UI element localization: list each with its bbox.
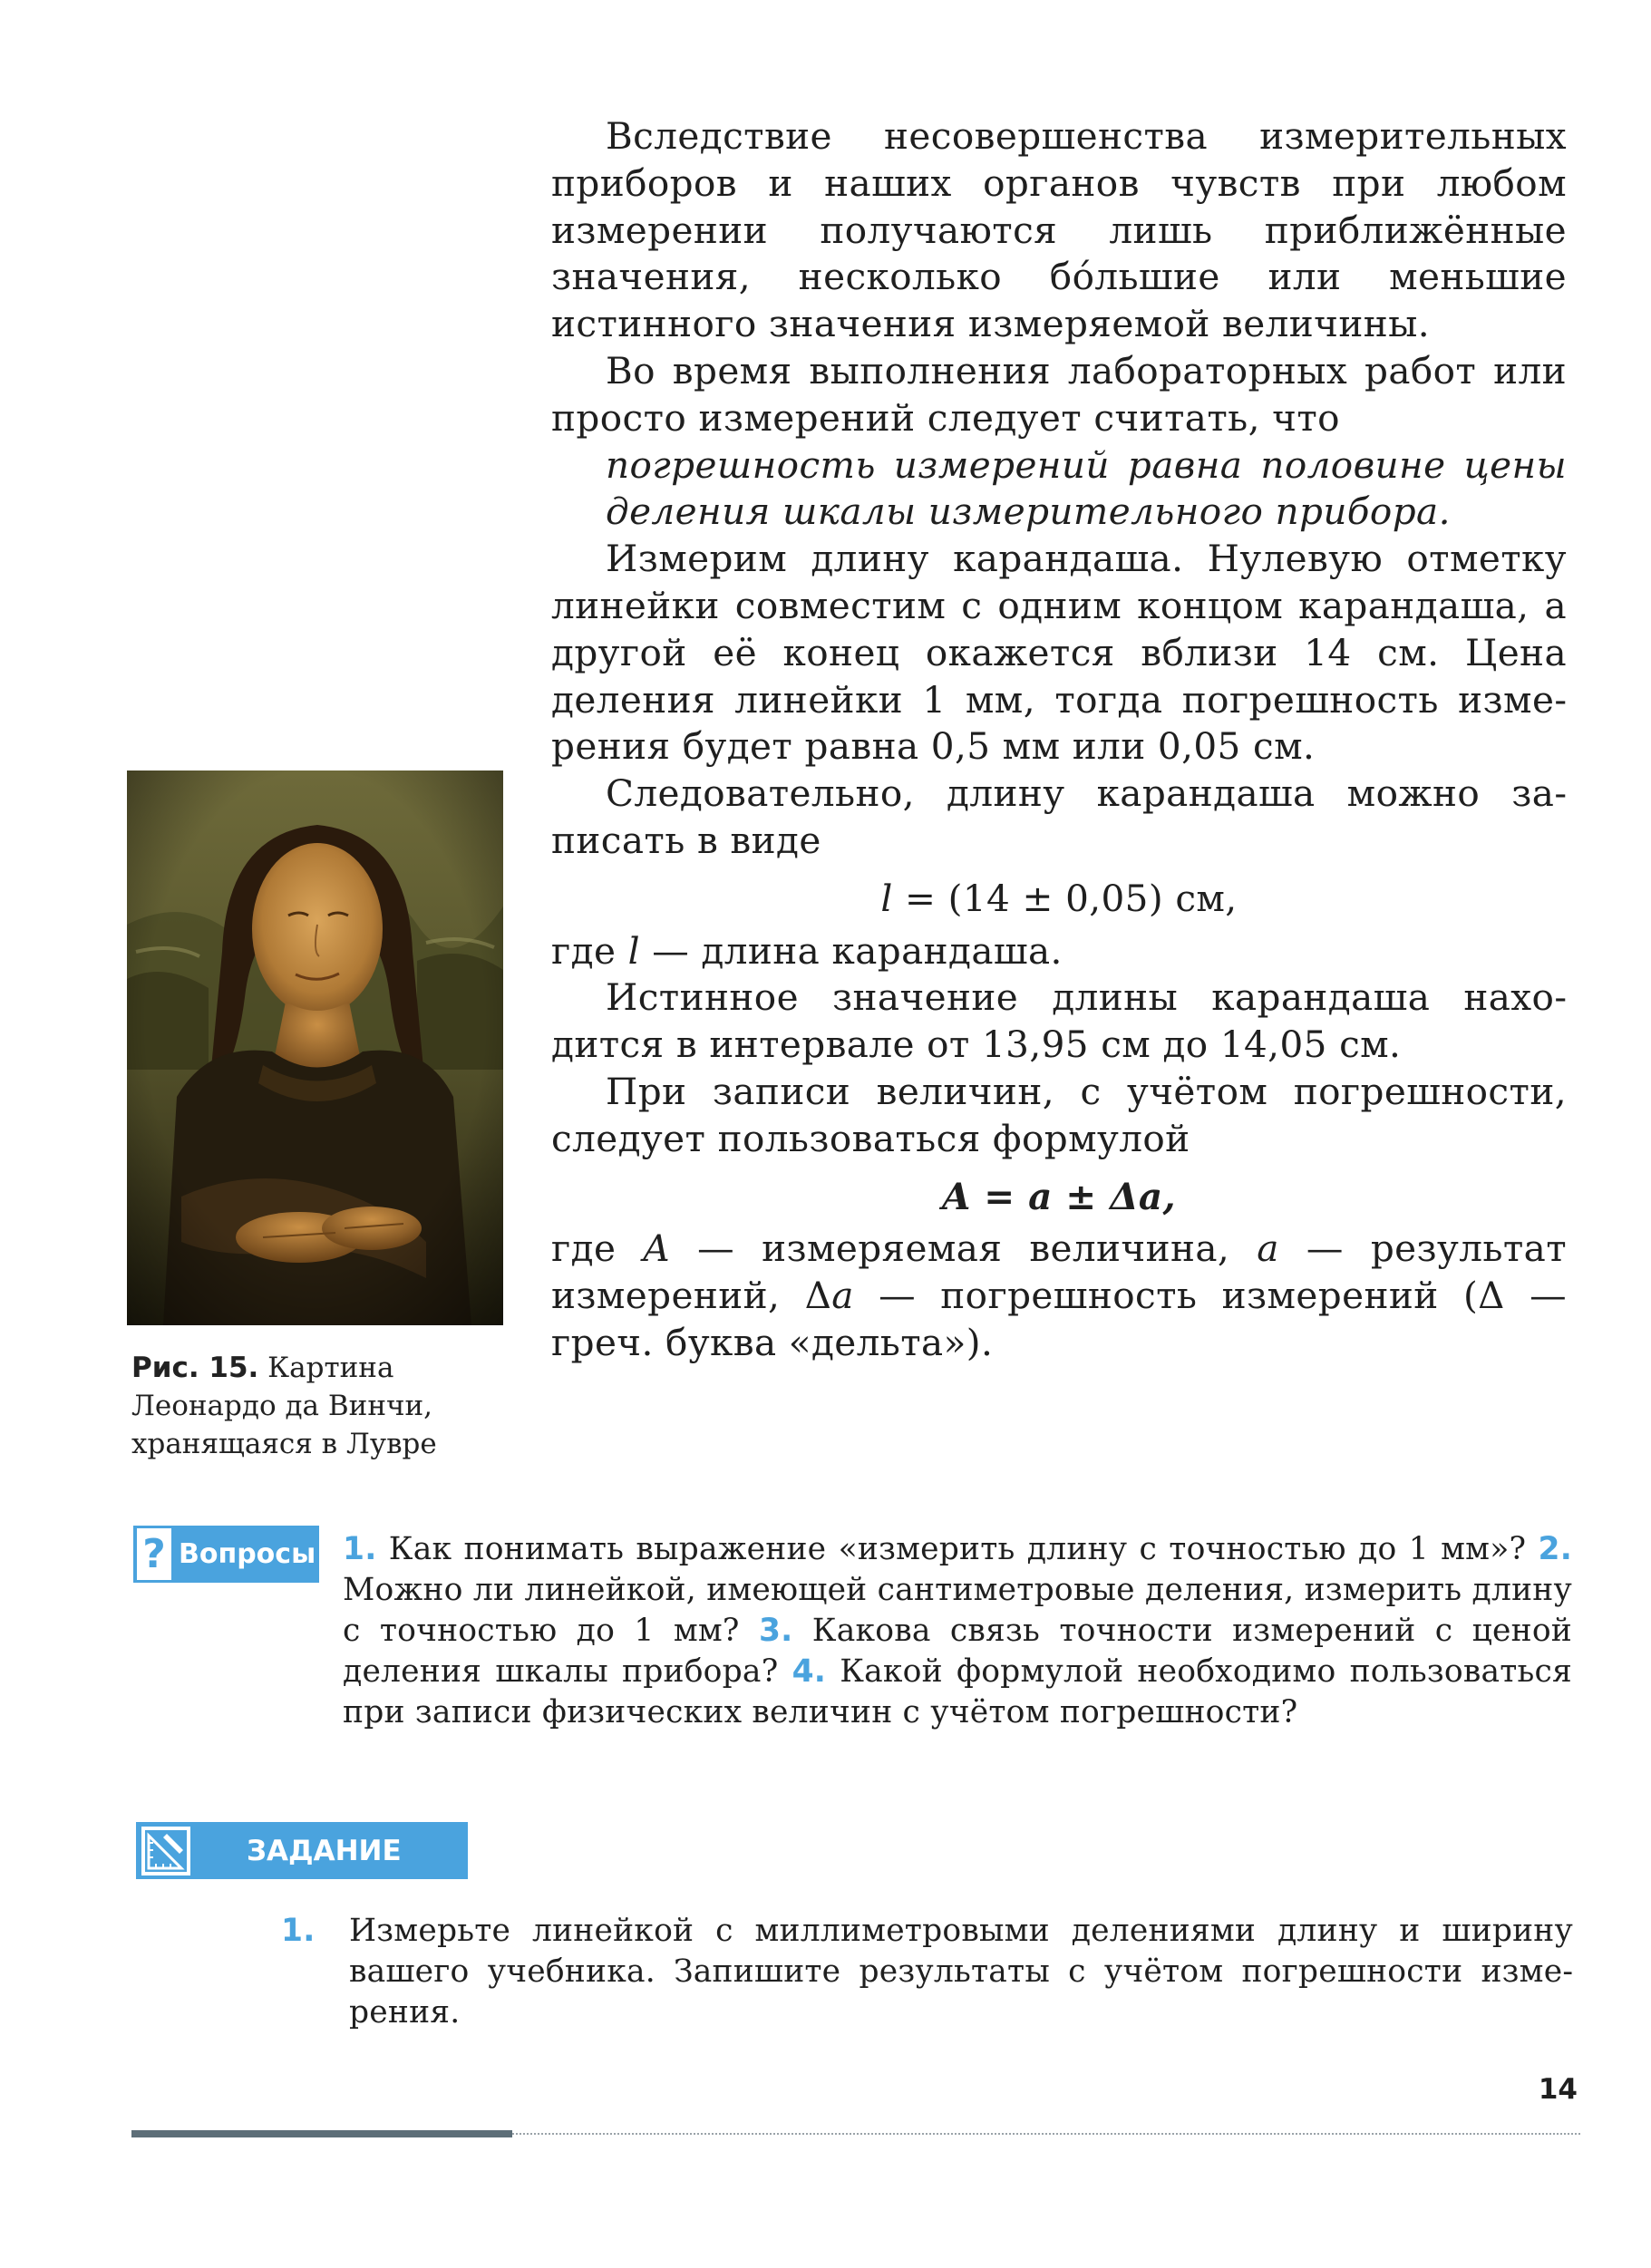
- questions-list: [343, 1529, 1572, 1733]
- paragraph-5-start: где: [551, 928, 628, 973]
- paragraph-1: Вследствие несовершенства измерительных приборов и наших органов чувств при любом измерении получаются лишь приближённые значения, несколько бо́льшие или меньшие истинного значения измеряемой величины.: [551, 114, 1567, 346]
- painting-image: [127, 771, 503, 1325]
- paragraph-5-end: — длина карандаша.: [639, 928, 1063, 973]
- paragraph-5: [551, 928, 1567, 975]
- question-number: 2.: [1538, 1531, 1572, 1567]
- ruler-triangle-icon: [140, 1825, 192, 1877]
- task-list: [281, 1911, 1573, 2033]
- formula-length: [551, 876, 1567, 923]
- paragraph-5-var: l: [627, 928, 640, 973]
- paragraph-8-b: — измеряемая величина,: [670, 1226, 1258, 1271]
- figure-caption-text: Картина Леонардо да Винчи, хранящаяся в Лувре: [131, 1352, 437, 1460]
- question-mark-icon: ?: [137, 1528, 171, 1580]
- footer-rule: [131, 2129, 1582, 2138]
- questions-badge-label: Вопросы: [179, 1538, 316, 1570]
- main-text-column: [551, 113, 1567, 1367]
- task-badge: [136, 1822, 468, 1879]
- question-text: Как понимать выражение «измерить длину с точностью до 1 мм»?: [376, 1531, 1539, 1567]
- task-number: 1.: [281, 1913, 316, 1949]
- question-item-1: [343, 1531, 1538, 1567]
- formula-error: A = a ± Δa,: [941, 1174, 1177, 1218]
- paragraph-8-var-A: A: [643, 1226, 671, 1271]
- paragraph-7: При записи величин, с учётом погрешности, следует пользоваться формулой: [551, 1069, 1567, 1160]
- paragraph-8-d: — погрешность измерений (Δ — греч. буква «дельта»).: [551, 1274, 1567, 1364]
- formula-length-var: l: [880, 876, 893, 920]
- question-text: Какой формулой необходимо пользоваться при записи физических величин с учётом погрешности?: [343, 1653, 1572, 1730]
- paragraph-8-var-a: a: [1257, 1226, 1279, 1271]
- task-item-1: [281, 1911, 1573, 2033]
- figure-caption: [131, 1349, 530, 1463]
- paragraph-4: Следовательно, длину карандаша можно записать в виде: [551, 771, 1567, 862]
- paragraph-8-c: — результат измерений, Δ: [551, 1226, 1568, 1318]
- question-text: Какова связь точности измерений с ценой деления шкалы прибора?: [343, 1613, 1572, 1690]
- paragraph-6: Истинное значение длины карандаша находится в интервале от 13,95 см до 14,05 см.: [551, 975, 1567, 1067]
- paragraph-8-var-a2: a: [831, 1274, 854, 1318]
- figure-label: Рис. 15.: [131, 1352, 259, 1384]
- task-text: Измерьте линейкой с миллиметровыми делениями длину и ширину вашего учебника. Запишите результаты с учётом погрешности измерения.: [349, 1913, 1573, 2031]
- paragraph-8: [551, 1226, 1567, 1366]
- paragraph-3: Измерим длину карандаша. Нулевую отметку линейки совместим с одним концом карандаша, а другой её конец окажется вблизи 14 см. Цена деления линейки 1 мм, тогда погрешность измерения будет равна 0,5 мм или 0,05 см.: [551, 537, 1567, 769]
- rule-statement: погрешность измерений равна половине цены деления шкалы измерительного прибора.: [606, 442, 1567, 534]
- question-number: 1.: [343, 1531, 377, 1567]
- question-number: 3.: [758, 1613, 793, 1649]
- paragraph-2: Во время выполнения лабораторных работ или просто измерений следует считать, что: [551, 348, 1567, 440]
- question-number: 4.: [792, 1653, 827, 1690]
- paragraph-8-a: где: [551, 1226, 644, 1271]
- page-number: 14: [1538, 2073, 1578, 2106]
- task-badge-label: ЗАДАНИЕ: [247, 1834, 402, 1867]
- question-text: Можно ли линейкой, имеющей сантиметровые деления, измерить длину с точностью до 1 мм?: [343, 1572, 1572, 1649]
- mona-lisa-painting: [127, 771, 503, 1325]
- questions-badge: [133, 1526, 319, 1583]
- formula-length-value: = (14 ± 0,05) см,: [892, 876, 1238, 920]
